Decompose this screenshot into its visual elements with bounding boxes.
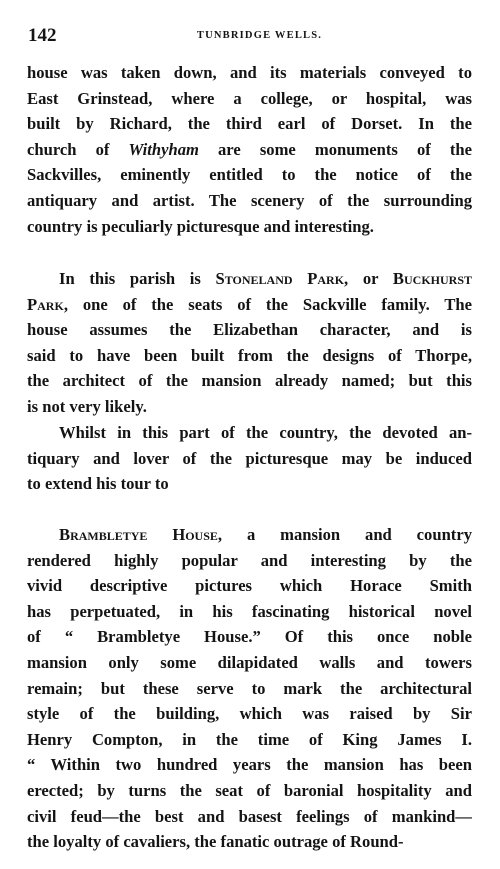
text-segment: church of — [27, 139, 129, 159]
text-line: erected; by turns the seat of baronial hospitality and — [27, 780, 472, 800]
text-line — [27, 137, 472, 163]
text-segment: , or — [344, 269, 393, 288]
text-line: said to have been built from the designs of Thorpe, — [27, 345, 472, 365]
text-line: style of the building, which was raised by Sir — [27, 704, 472, 724]
text-line: the architect of the mansion already named; but this — [27, 371, 472, 391]
text-line — [27, 292, 472, 318]
text-line: country is peculiarly picturesque and interesting. — [27, 216, 374, 236]
text-segment: are some monuments of the — [198, 139, 472, 159]
paragraph-withyham — [27, 60, 472, 239]
text-line: house was taken down, and its materials conveyed to — [27, 63, 472, 82]
paragraph-brambletye-house — [27, 522, 472, 855]
small-caps-name: Buckhurst — [392, 269, 472, 288]
running-title: TUNBRIDGE WELLS. — [196, 30, 323, 41]
text-line — [27, 522, 472, 548]
text-segment: In this parish is — [59, 269, 216, 288]
text-line: is not very likely. — [27, 396, 147, 416]
text-line: mansion only some dilapidated walls and towers — [27, 652, 472, 672]
text-line: “ Within two hundred years the mansion has been — [27, 755, 472, 775]
text-line: Henry Compton, in the time of King James I. — [27, 729, 472, 749]
page-number: 142 — [28, 25, 57, 46]
text-line: the loyalty of cavaliers, the fanatic outrage of Round- — [27, 832, 404, 852]
text-line: rendered highly popular and interesting by the — [27, 550, 472, 570]
text-line: built by Richard, the third earl of Dorset. In the — [27, 114, 472, 134]
italic-place-name: Withyham — [128, 139, 199, 159]
text-line: tiquary and lover of the picturesque may be induced — [27, 448, 472, 468]
text-line: antiquary and artist. The scenery of the surrounding — [27, 190, 472, 210]
book-page — [27, 0, 472, 869]
text-line: East Grinstead, where a college, or hospital, was — [27, 88, 472, 108]
text-line: Whilst in this part of the country, the devoted an- — [59, 423, 472, 442]
small-caps-name: Park — [27, 294, 64, 314]
text-line: has perpetuated, in his fascinating historical novel — [27, 601, 472, 621]
text-line — [27, 266, 472, 292]
text-line: remain; but these serve to mark the architectural — [27, 678, 472, 698]
text-line: vivid descriptive pictures which Horace Smith — [27, 576, 472, 596]
text-line: to extend his tour to — [27, 474, 169, 494]
text-line: house assumes the Elizabethan character, and is — [27, 320, 472, 340]
running-head — [27, 26, 472, 46]
text-line: Sackvilles, eminently entitled to the notice of the — [27, 165, 472, 185]
text-line: civil feud—the best and basest feelings of mankind— — [27, 806, 472, 826]
paragraph-tour — [27, 420, 472, 497]
small-caps-name: Stoneland Park — [215, 269, 345, 288]
text-line: of “ Brambletye House.” Of this once noble — [27, 627, 472, 647]
paragraph-stoneland-park — [27, 266, 472, 420]
text-segment: , one of the seats of the Sackville family. The — [63, 294, 472, 314]
text-segment: , a mansion and country — [217, 525, 472, 544]
small-caps-name: Brambletye House — [59, 525, 218, 544]
